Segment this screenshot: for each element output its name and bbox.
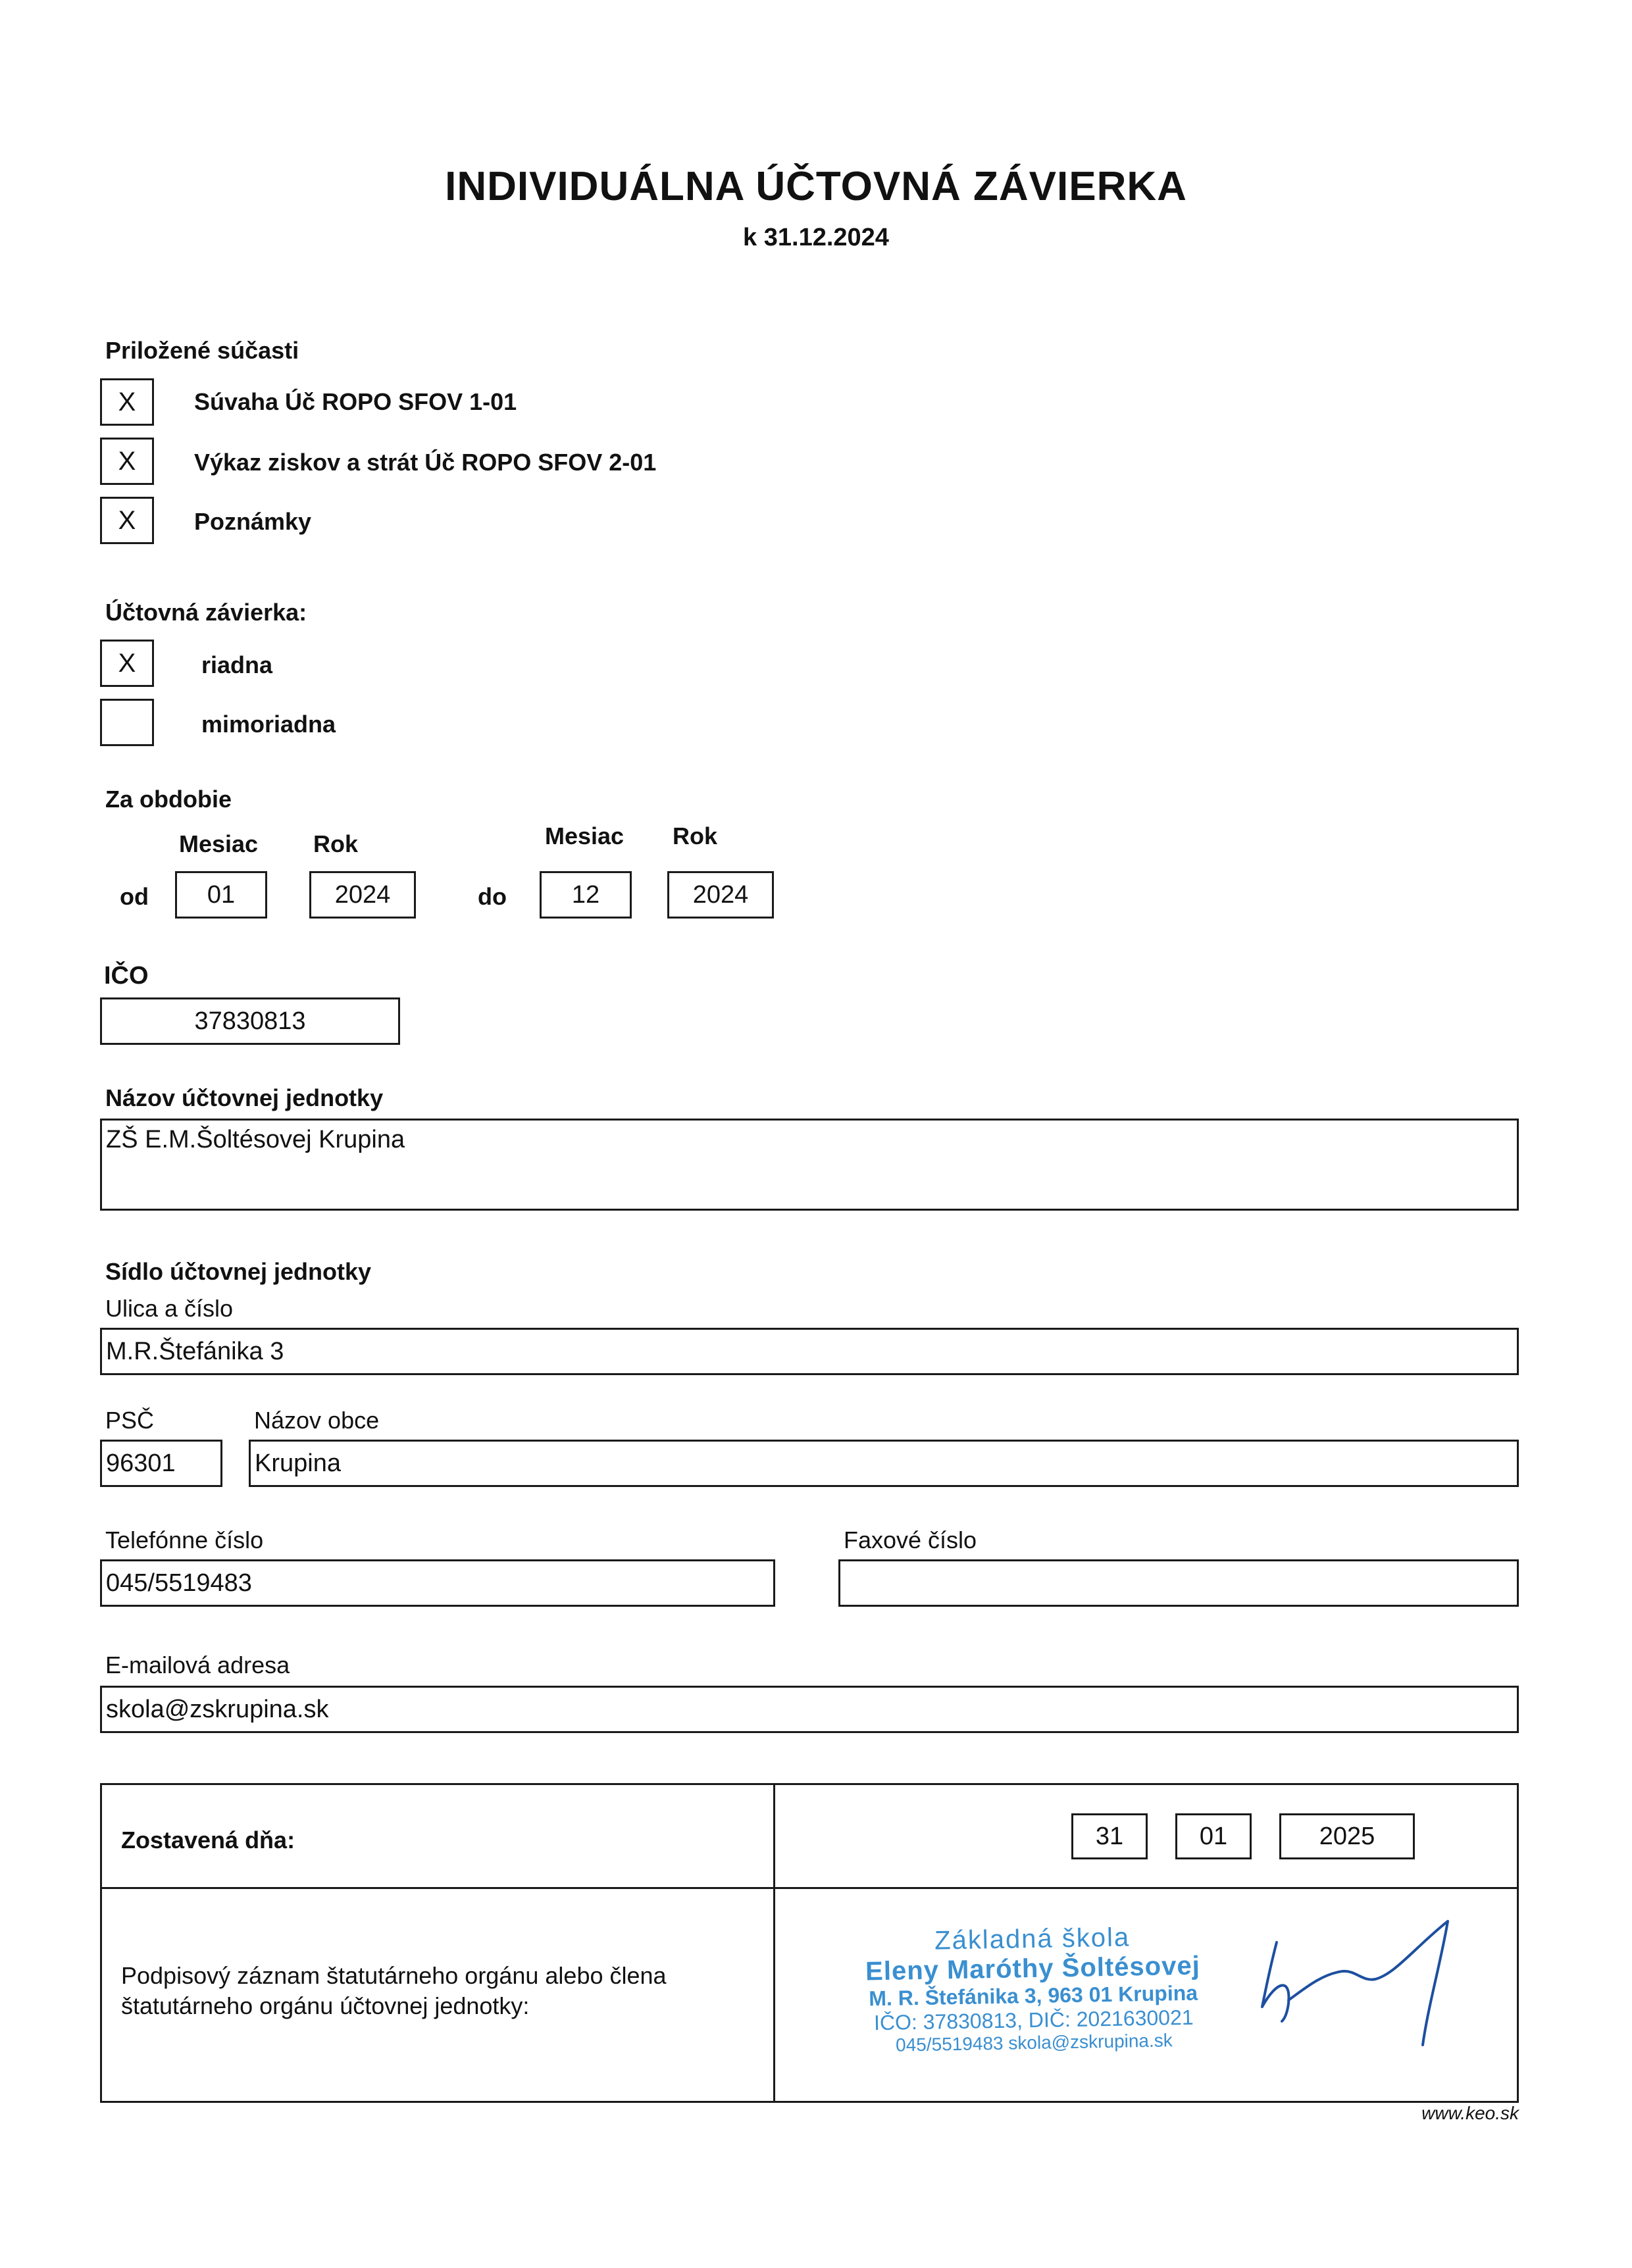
table-vertical-divider bbox=[773, 1783, 775, 2103]
document-title: INDIVIDUÁLNA ÚČTOVNÁ ZÁVIERKA bbox=[445, 164, 1187, 209]
fax-field[interactable] bbox=[838, 1559, 1519, 1607]
fax-label: Faxové číslo bbox=[844, 1526, 977, 1553]
street-label: Ulica a číslo bbox=[105, 1295, 234, 1322]
ico-label: IČO bbox=[104, 962, 149, 990]
statement-checkbox-regular[interactable]: X bbox=[100, 640, 154, 687]
ico-field[interactable]: 37830813 bbox=[100, 997, 400, 1045]
signature-label bbox=[121, 1961, 667, 2021]
address-heading: Sídlo účtovnej jednotky bbox=[105, 1258, 372, 1285]
period-to-year-label: Rok bbox=[673, 822, 718, 849]
phone-label: Telefónne číslo bbox=[105, 1526, 264, 1553]
stamp-line-3: M. R. Štefánika 3, 963 01 Krupina bbox=[869, 1980, 1198, 2011]
entity-name-field[interactable]: ZŠ E.M.Šoltésovej Krupina bbox=[100, 1119, 1519, 1211]
city-field[interactable]: Krupina bbox=[249, 1440, 1519, 1487]
city-label: Názov obce bbox=[254, 1407, 380, 1434]
period-to-month-field[interactable]: 12 bbox=[540, 871, 632, 919]
period-heading: Za obdobie bbox=[105, 786, 232, 813]
statement-label-regular: riadna bbox=[201, 651, 273, 678]
period-to-month-label: Mesiac bbox=[545, 822, 625, 849]
period-from-label: od bbox=[120, 883, 149, 910]
stamp-line-5: 045/5519483 skola@zskrupina.sk bbox=[895, 2030, 1173, 2055]
attachment-label-notes: Poznámky bbox=[194, 508, 312, 535]
compiled-day-field[interactable]: 31 bbox=[1071, 1813, 1148, 1859]
stamp-line-1: Základná škola bbox=[934, 1923, 1131, 1955]
email-label: E-mailová adresa bbox=[105, 1651, 290, 1678]
official-stamp bbox=[848, 1921, 1218, 2057]
period-from-year-label: Rok bbox=[313, 830, 359, 857]
statement-label-extraordinary: mimoriadna bbox=[201, 711, 336, 738]
stamp-line-4: IČO: 37830813, DIČ: 2021630021 bbox=[873, 2005, 1194, 2035]
period-from-month-label: Mesiac bbox=[179, 830, 259, 857]
attachment-label-balance: Súvaha Úč ROPO SFOV 1-01 bbox=[194, 388, 517, 415]
statement-checkbox-extraordinary[interactable] bbox=[100, 699, 154, 746]
signature-label-line2: štatutárneho orgánu účtovnej jednotky: bbox=[121, 1992, 530, 2019]
period-from-year-field[interactable]: 2024 bbox=[309, 871, 416, 919]
zip-field[interactable]: 96301 bbox=[100, 1440, 222, 1487]
stamp-line-2: Eleny Maróthy Šoltésovej bbox=[865, 1951, 1201, 1986]
attachments-heading: Priložené súčasti bbox=[105, 337, 299, 364]
footer-url[interactable]: www.keo.sk bbox=[1421, 2103, 1519, 2123]
period-from-month-field[interactable]: 01 bbox=[175, 871, 267, 919]
signature-label-line1: Podpisový záznam štatutárneho orgánu alebo člena bbox=[121, 1962, 667, 1989]
statement-type-heading: Účtovná závierka: bbox=[105, 599, 307, 626]
document-date: k 31.12.2024 bbox=[743, 224, 889, 251]
phone-field[interactable]: 045/5519483 bbox=[100, 1559, 775, 1607]
zip-label: PSČ bbox=[105, 1407, 155, 1434]
compiled-month-field[interactable]: 01 bbox=[1175, 1813, 1252, 1859]
compiled-year-field[interactable]: 2025 bbox=[1279, 1813, 1415, 1859]
table-horizontal-divider bbox=[100, 1887, 1519, 1889]
attachment-checkbox-notes[interactable]: X bbox=[100, 497, 154, 544]
street-field[interactable]: M.R.Štefánika 3 bbox=[100, 1328, 1519, 1375]
attachment-checkbox-profit-loss[interactable]: X bbox=[100, 438, 154, 485]
attachment-checkbox-balance[interactable]: X bbox=[100, 378, 154, 426]
entity-name-label: Názov účtovnej jednotky bbox=[105, 1084, 384, 1111]
period-to-year-field[interactable]: 2024 bbox=[667, 871, 774, 919]
handwritten-signature bbox=[1250, 1908, 1467, 2059]
attachment-label-profit-loss: Výkaz ziskov a strát Úč ROPO SFOV 2-01 bbox=[194, 449, 657, 476]
compiled-label: Zostavená dňa: bbox=[121, 1827, 295, 1853]
period-to-label: do bbox=[478, 883, 507, 910]
email-field[interactable]: skola@zskrupina.sk bbox=[100, 1686, 1519, 1733]
